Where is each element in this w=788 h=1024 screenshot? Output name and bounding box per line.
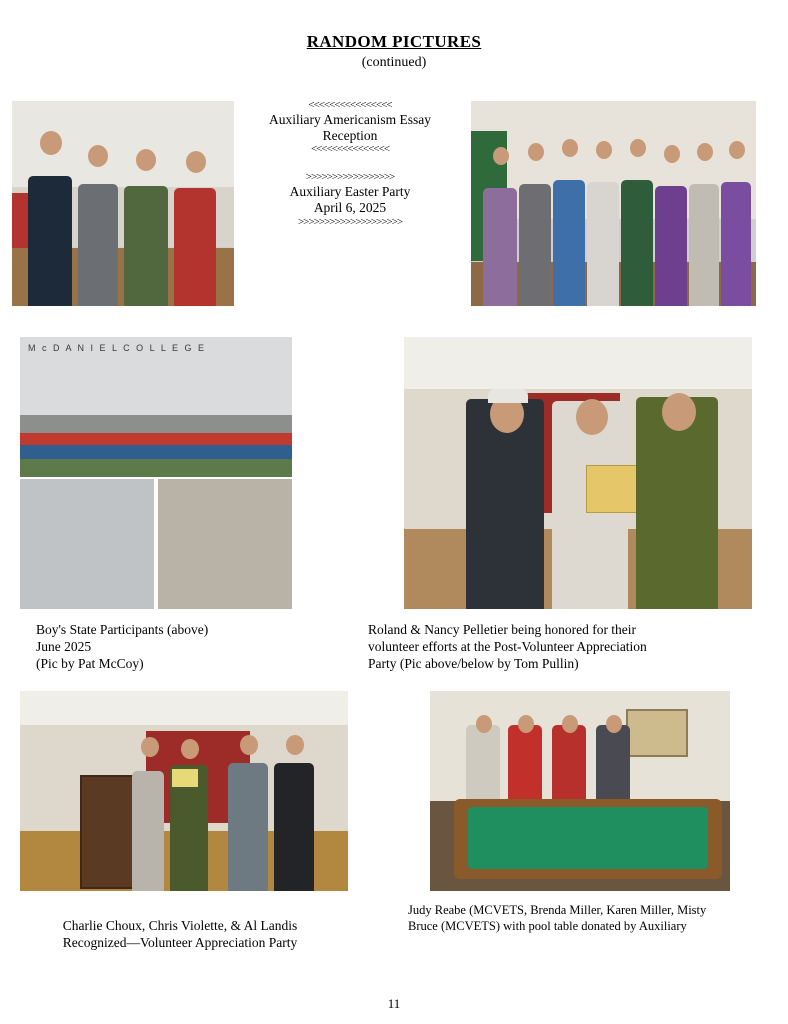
chevrons-right-bottom: >>>>>>>>>>>>>>>>>>>> (297, 215, 403, 228)
essay-caption-line2: Reception (322, 128, 378, 144)
middle-caption-block (245, 100, 455, 228)
chevrons-right-top: >>>>>>>>>>>>>>>>> (305, 171, 395, 184)
page-subtitle: (continued) (361, 55, 427, 70)
caption-pelletier-line1: Roland & Nancy Pelletier being honored for their (368, 622, 637, 637)
caption-pelletier (368, 622, 728, 673)
caption-podium-line1: Charlie Choux, Chris Violette, & Al Landis (62, 918, 298, 933)
chevrons-left-top: <<<<<<<<<<<<<<<< (308, 99, 392, 111)
caption-boys-state-line2: June 2025 (36, 638, 92, 654)
caption-pool-line1: Judy Reabe (MCVETS, Brenda Miller, Karen Miller, Misty (408, 903, 707, 917)
easter-caption-line1: Auxiliary Easter Party (289, 183, 411, 199)
page-number: 11 (387, 996, 401, 1011)
caption-boys-state-line3: (Pic by Pat McCoy) (36, 655, 144, 671)
photo-pelletier-honored (404, 337, 752, 609)
caption-pool-line2: Bruce (MCVETS) with pool table donated by Auxiliary (408, 918, 687, 933)
photo-boys-state-collage (20, 337, 292, 609)
photo-easter-party (471, 101, 756, 306)
caption-pool-table (408, 903, 758, 934)
photo-volunteer-recognition (20, 691, 348, 891)
caption-podium-line2: Recognized—Volunteer Appreciation Party (62, 934, 298, 950)
photo-pool-table-donation (430, 691, 730, 891)
caption-boys-state (36, 622, 286, 673)
college-sign-text: M c D A N I E L C O L L E G E (28, 343, 207, 353)
easter-caption-line2: April 6, 2025 (313, 200, 387, 216)
page-title-text: RANDOM PICTURES (306, 32, 482, 51)
caption-boys-state-line1: Boy's State Participants (above) (36, 622, 209, 637)
page-title (0, 32, 788, 52)
caption-pelletier-line3: Party (Pic above/below by Tom Pullin) (368, 655, 579, 671)
essay-caption-line1: Auxiliary Americanism Essay (269, 111, 431, 127)
photo-essay-reception (12, 101, 234, 306)
chevrons-left-bottom: <<<<<<<<<<<<<<< (310, 143, 390, 156)
caption-volunteer-recognition (10, 918, 350, 952)
caption-pelletier-line2: volunteer efforts at the Post-Volunteer Appreciation (368, 638, 647, 654)
